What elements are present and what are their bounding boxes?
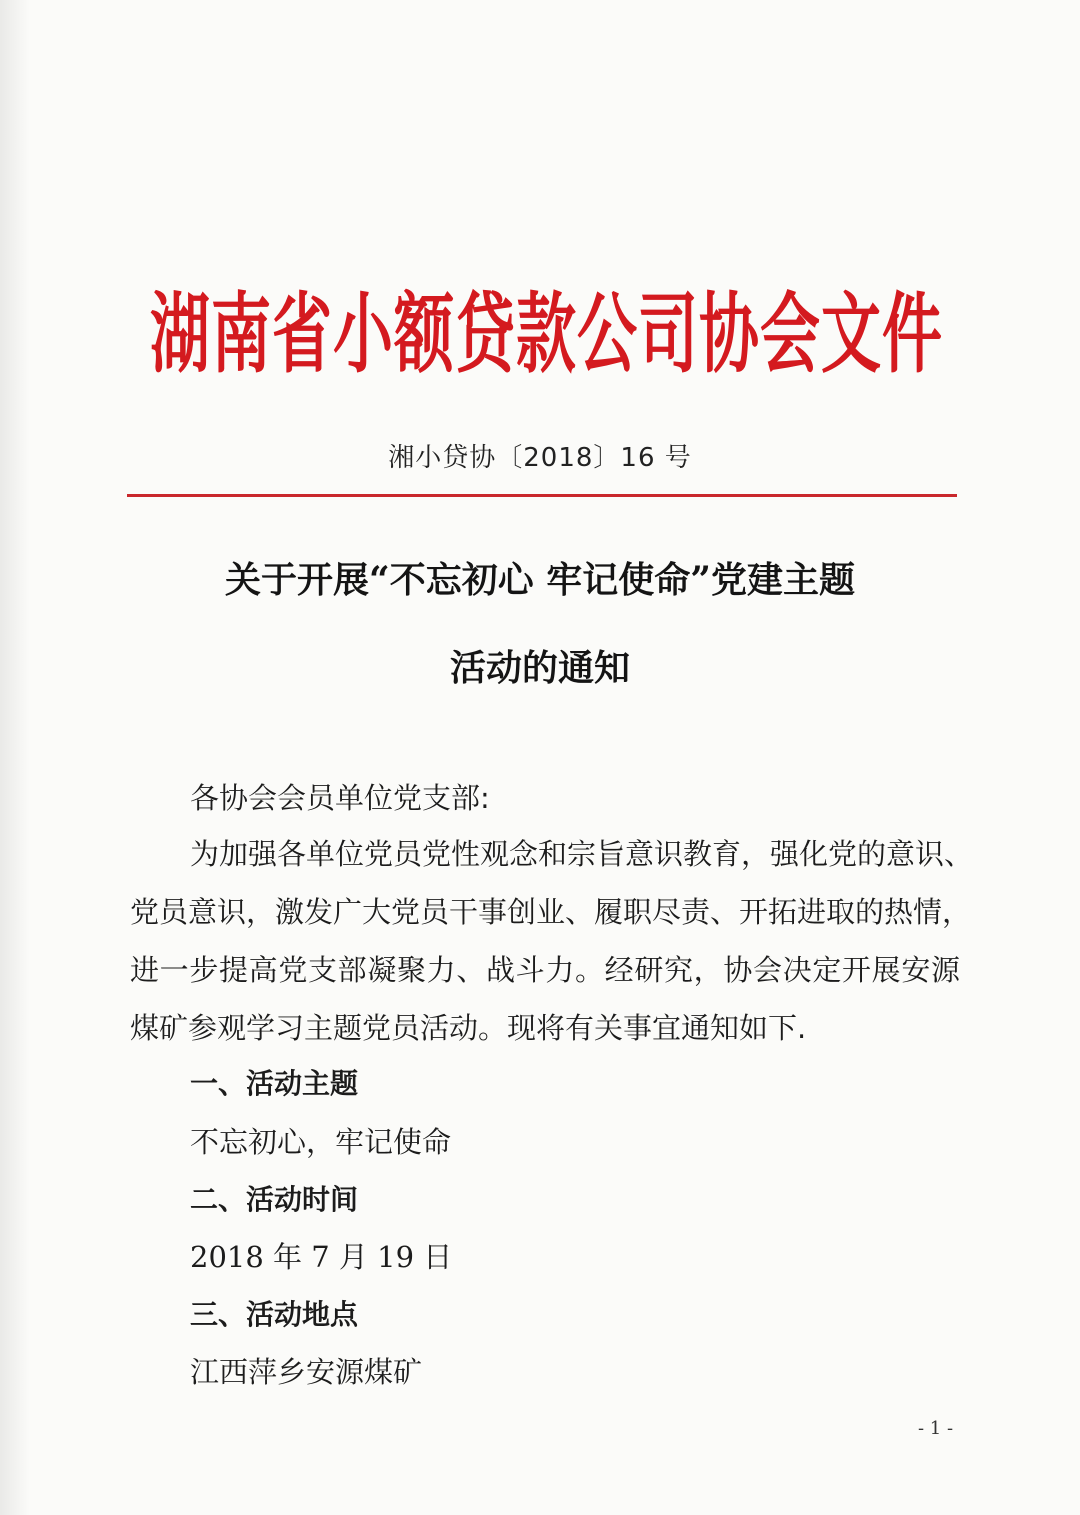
paragraph-line: 为加强各单位党员党性观念和宗旨意识教育，强化党的意识、 (190, 837, 974, 871)
section-heading-theme: 一、活动主题 (190, 1067, 359, 1100)
red-divider-line (127, 494, 957, 497)
section-content-location: 江西萍乡安源煤矿 (190, 1355, 423, 1389)
paragraph-line: 进一步提高党支部凝聚力、战斗力。经研究，协会决定开展安源 (130, 953, 960, 987)
notice-title-line-2: 活动的通知 (449, 647, 630, 689)
notice-title-line-1: 关于开展“不忘初心 牢记使命”党建主题 (225, 559, 855, 601)
salutation: 各协会会员单位党支部: (190, 781, 490, 815)
paragraph-line: 煤矿参观学习主题党员活动。现将有关事宜通知如下. (130, 1011, 807, 1045)
section-heading-time: 二、活动时间 (190, 1183, 359, 1216)
section-content-time: 2018 年 7 月 19 日 (190, 1240, 453, 1274)
document-number: 湘小贷协〔2018〕16 号 (388, 443, 692, 473)
section-content-theme: 不忘初心，牢记使命 (190, 1125, 452, 1159)
section-heading-location: 三、活动地点 (190, 1298, 359, 1331)
document-header-title: 湖南省小额贷款公司协会文件 (150, 284, 943, 386)
page-number: - 1 - (918, 1418, 954, 1439)
scan-edge-shadow (0, 0, 30, 1515)
paragraph-line: 党员意识，激发广大党员干事创业、履职尽责、开拓进取的热情， (130, 895, 972, 929)
